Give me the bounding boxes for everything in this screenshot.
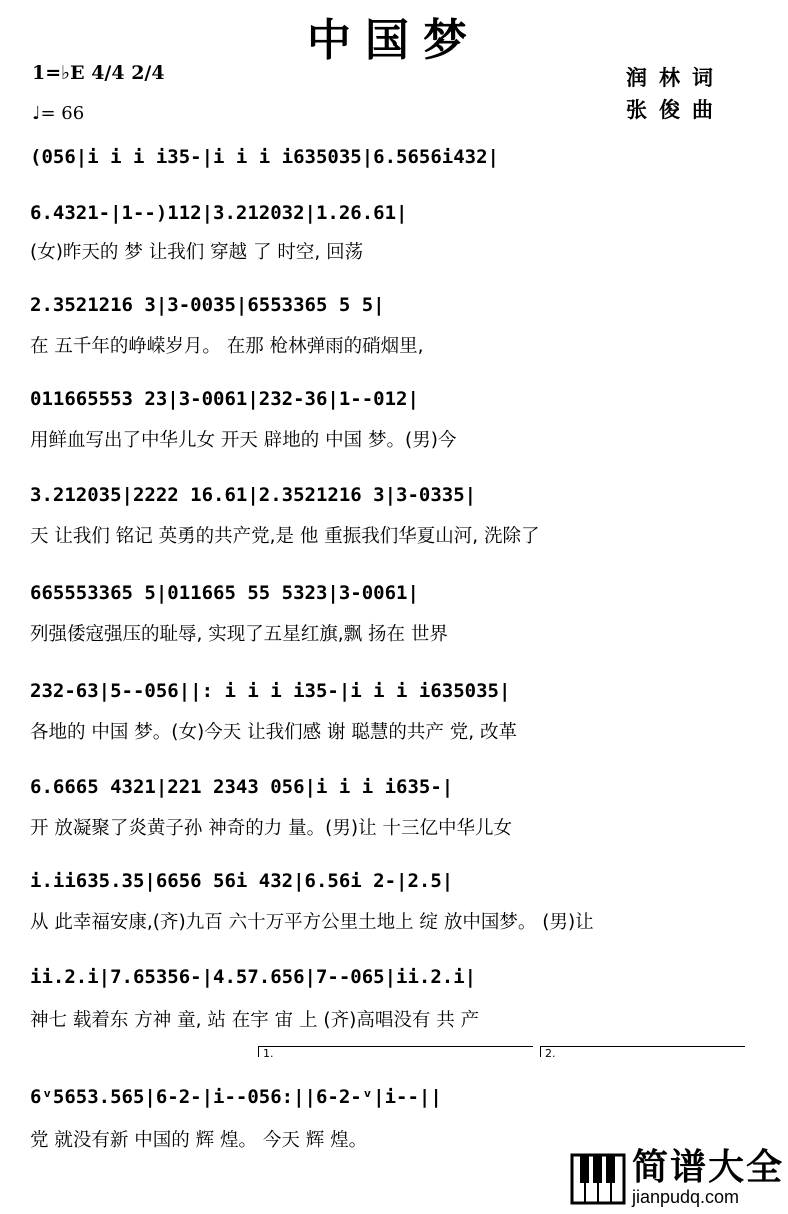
lyric-line-3: 在 五千年的峥嵘岁月。 在那 枪林弹雨的硝烟里, bbox=[30, 336, 424, 357]
lyric-line-2: (女)昨天的 梦 让我们 穿越 了 时空, 回荡 bbox=[30, 242, 364, 263]
music-line-3: 2.3521216 3|3-0035|6553365 5 5| bbox=[30, 294, 385, 316]
watermark-logo bbox=[570, 1149, 784, 1208]
music-line-10: ii.2.i|7.65356-|4.57.656|7--065|ii.2.i| bbox=[30, 966, 477, 988]
lyric-line-4: 用鲜血写出了中华儿女 开天 辟地的 中国 梦。(男)今 bbox=[30, 430, 457, 451]
music-line-6: 665553365 5|011665 55 5323|3-0061| bbox=[30, 582, 419, 604]
lyric-line-7: 各地的 中国 梦。(女)今天 让我们感 谢 聪慧的共产 党, 改革 bbox=[30, 722, 517, 743]
music-line-9: i.ii635.35|6656 56i 432|6.56i 2-|2.5| bbox=[30, 870, 454, 892]
music-line-11: 6ᵛ5653.565|6-2-|i--056:||6-2-ᵛ|i--|| bbox=[30, 1086, 442, 1108]
composer-credit: 张俊曲 bbox=[626, 98, 725, 122]
lyric-line-5: 天 让我们 铭记 英勇的共产党,是 他 重振我们华夏山河, 洗除了 bbox=[30, 526, 540, 547]
watermark-url: jianpudq.com bbox=[631, 1187, 740, 1207]
music-line-1: (056|i i i i35-|i i i i635035|6.5656i432| bbox=[30, 146, 499, 168]
lyric-line-6: 列强倭寇强压的耻辱, 实现了五星红旗,飘 扬在 世界 bbox=[30, 624, 448, 645]
lyric-line-11: 党 就没有新 中国的 辉 煌。 今天 辉 煌。 bbox=[30, 1130, 368, 1151]
tempo-marking: ♩= 66 bbox=[32, 103, 85, 124]
second-ending-bracket: 2. bbox=[540, 1046, 745, 1057]
lyric-line-8: 开 放凝聚了炎黄子孙 神奇的力 量。(男)让 十三亿中华儿女 bbox=[30, 818, 512, 839]
music-line-2: 6.4321-|1--)112|3.212032|1.26.61| bbox=[30, 202, 408, 224]
music-line-7: 232-63|5--056||: i i i i35-|i i i i635035| bbox=[30, 680, 511, 702]
lyricist-credit: 润林词 bbox=[626, 66, 725, 90]
song-title: 中国梦 bbox=[307, 15, 481, 66]
watermark-name: 简谱大全 bbox=[631, 1147, 784, 1188]
music-line-4: 011665553 23|3-0061|232-36|1--012| bbox=[30, 388, 419, 410]
lyric-line-9: 从 此幸福安康,(齐)九百 六十万平方公里土地上 绽 放中国梦。 (男)让 bbox=[30, 912, 594, 933]
piano-keys-icon bbox=[570, 1151, 626, 1207]
music-line-8: 6.6665 4321|221 2343 056|i i i i635-| bbox=[30, 776, 454, 798]
music-line-5: 3.212035|2222 16.61|2.3521216 3|3-0335| bbox=[30, 484, 477, 506]
first-ending-bracket: 1. bbox=[258, 1046, 533, 1057]
lyric-line-10: 神七 载着东 方神 童, 站 在宇 宙 上 (齐)高唱没有 共 产 bbox=[30, 1010, 480, 1031]
key-signature: 1=♭E 4/4 2/4 bbox=[32, 62, 165, 84]
